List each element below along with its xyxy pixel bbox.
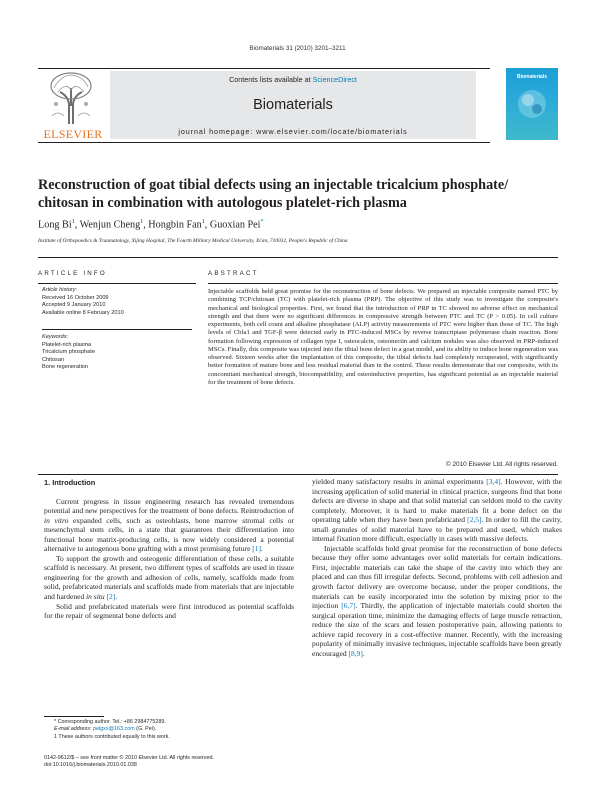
author-name: Hongbin Fan	[148, 219, 202, 231]
author-separator: ,	[74, 219, 80, 231]
body-paragraph	[44, 554, 294, 602]
cover-title: Biomaterials	[516, 74, 547, 80]
homepage-prefix: journal homepage:	[178, 127, 257, 136]
body-paragraph	[44, 497, 294, 554]
section-divider	[38, 257, 558, 258]
paragraph-text: Solid and prefabricated materials were first introduced as potential scaffolds for the repair of segmental bone defects and	[44, 601, 294, 621]
author-mark: 1	[201, 219, 205, 225]
body-column-left	[44, 478, 294, 621]
footnotes	[44, 719, 294, 741]
journal-masthead	[38, 68, 558, 144]
abstract-bottom-rule	[38, 474, 558, 475]
paragraph-text: .	[261, 544, 263, 554]
body-paragraphs-left	[44, 497, 294, 621]
journal-reference: Biomaterials 31 (2010) 3201–3211	[249, 45, 346, 52]
author-list	[38, 219, 558, 230]
article-identifiers	[44, 755, 344, 769]
contents-prefix: Contents lists available at	[229, 75, 313, 84]
footnote-rule	[44, 716, 104, 717]
corresponding-author-link[interactable]: *	[260, 219, 264, 225]
email-note	[44, 726, 294, 733]
corresponding-author-note: * Corresponding author. Tel.: +86 2984775289.	[54, 719, 166, 725]
body-paragraph	[44, 602, 294, 621]
publisher-name: ELSEVIER	[43, 127, 103, 141]
doi-line[interactable]: doi:10.1016/j.biomaterials.2010.01.038	[44, 762, 137, 769]
section-heading-introduction: 1. Introduction	[44, 478, 96, 487]
paragraph-text: Current progress in tissue engineering research has revealed tremendous potential and new perspectives for the treatment of bone defects. Reintroduction of	[44, 496, 294, 516]
citation-link[interactable]: [6,7]	[341, 601, 356, 611]
paragraph-text: . Thirdly, the application of injectable materials could shorten the surgical operation time, minimize the damaging effects of large muscle retraction, reduce the size of the scars and lessen postoperative pain, allowing patients to achieve rapid recovery in a cost-effective manner. Recently, with the increasing popularity of minimally invasive techniques, injectable scaffolds have been greatly encouraged	[312, 601, 562, 658]
paragraph-text: To support the growth and osteogenic differentiation of these cells, a suitable scaffold is necessary. At present, two different types of scaffolds are used in tissue engineering for the growth and adhesion of cells, namely, scaffolds made from solid, prefabricated materials and scaffolds made from materials that are injectable and hardened	[44, 553, 294, 602]
author-affiliation: Institute of Orthopaedics & Traumatology, Xijing Hospital, The Fourth Military Medical University, Xi'an, 710032, People's Republic of China	[38, 238, 348, 244]
equal-contribution-note: 1 These authors contributed equally to this work.	[54, 733, 170, 740]
citation-link[interactable]: [1]	[252, 544, 262, 554]
history-accepted: Accepted 9 January 2010	[42, 302, 106, 309]
author-name: Wenjun Cheng	[79, 219, 141, 231]
paragraph-text: .	[115, 592, 118, 602]
article-info-rule	[38, 283, 196, 284]
sciencedirect-link[interactable]: ScienceDirect	[312, 75, 357, 84]
journal-title: Biomaterials	[253, 97, 333, 113]
history-received: Received 16 October 2009	[42, 294, 109, 301]
keyword-item: Platelet-rich plasma	[42, 341, 92, 348]
author-name: Guoxian Pei	[209, 219, 261, 231]
author-separator: ,	[204, 219, 210, 231]
contents-availability	[110, 75, 476, 84]
keywords-list	[42, 334, 192, 372]
body-paragraphs-right	[312, 477, 562, 658]
article-title: Reconstruction of goat tibial defects using an injectable tricalcium phosphate/ chitosan in combination with autologous platelet-rich plasma	[38, 177, 509, 211]
author-separator: ,	[143, 219, 149, 231]
article-info-heading: ARTICLE INFO	[38, 270, 107, 277]
body-column-right	[312, 477, 562, 658]
paragraph-text: yielded many satisfactory results in animal experiments	[312, 477, 487, 486]
article-info-divider	[42, 329, 192, 330]
citation-link[interactable]: [2]	[106, 592, 116, 602]
elsevier-tree-icon	[46, 70, 96, 124]
citation-link[interactable]: [8,9]	[348, 648, 363, 658]
paragraph-text: . However, with the increasing application of solid material in clinical practice, surgeons find that bone defects are diverse in shape and that solid material can seldom mold to the cavity completely. Moreover, it is hard to make materials fit a bone defect on the operating table when they have been prefabricated	[312, 477, 562, 525]
history-online: Available online 8 February 2010	[42, 309, 124, 316]
issn-line: 0142-9612/$ – see front matter © 2010 Elsevier Ltd. All rights reserved.	[44, 755, 214, 761]
abstract-rule	[208, 283, 558, 284]
publisher-logo	[40, 70, 102, 140]
citation-link[interactable]: [2,5]	[467, 515, 482, 525]
author-mark: 1	[140, 219, 144, 225]
history-label: Article history:	[42, 287, 78, 293]
email-link[interactable]: pelgxx@163.com	[92, 726, 135, 733]
paragraph-text: expanded cells, such as osteoblasts, bone marrow stromal cells or mesenchymal stem cells, in a state that guarantees their differentiation into functional bone matrix-producing cells, is now widely considered a potential alternative to autogenous bone grafting with a most promising future	[44, 515, 294, 554]
email-label: E-mail address:	[54, 726, 93, 733]
italic-text: in situ	[86, 592, 105, 602]
keyword-item: Bone regeneration	[42, 364, 89, 371]
journal-homepage	[110, 127, 476, 136]
citation-link[interactable]: [3,4]	[486, 477, 501, 486]
body-paragraph	[312, 477, 562, 544]
abstract-body: Injectable scaffolds held great promise for the reconstruction of bone defects. We prepared an injectable composite named PTC by combining TCP/chitosan (TC) with platelet-rich plasma (PRP). The objective of this study was to investigate the composite's mechanical and biological properties. First, we found that the introduction of PRP in TC showed no adverse effect on mechanical strength and that there were no significant differences in compressive strength between PTC and TC (P > 0.05). In cell culture experiments, both cell count and alkaline phosphatase (ALP) activity measurements of PTC were higher than those of TC. The high levels of Cbfa1 and TGF-β were detected early in PTC-induced MSCs by reverse transcriptase polymerase chain reaction. Bone formation following expression of collagen type I, osteocalcin, osteonectin and calcium nodules was also observed in PRP-induced MSCs. Finally, this composite was injected into the tibial bone defect in a goat model, and its ability to induce bone regeneration was observed. Sixteen weeks after the implantation of this composite, the tibial defects had completely recuperated, with significantly better formation of mature bone and less residual material than in the control. These results demonstrate that our composite, with its concomitant mechanical strength, biocompatibility, and osteoinductive properties, has significant potential as an injectable material for the treatment of bone defects.	[208, 288, 558, 386]
body-paragraph	[312, 544, 562, 659]
keyword-item: Tricalcium phosphate	[42, 349, 95, 356]
homepage-url-link[interactable]: www.elsevier.com/locate/biomaterials	[256, 127, 408, 136]
paragraph-text: .	[362, 648, 365, 658]
abstract-heading: ABSTRACT	[208, 270, 259, 277]
masthead-bottom-rule	[38, 142, 490, 143]
masthead-center-panel	[110, 71, 476, 139]
paragraph-text: . In order to fill the cavity, small granules of solid material have to be prepared and used, which makes internal fixation more difficult, especially in cases with massive defects.	[312, 515, 562, 544]
copyright-notice: © 2010 Elsevier Ltd. All rights reserved.	[446, 461, 558, 468]
author-mark: 1	[71, 219, 75, 225]
author-name: Long Bi	[38, 219, 72, 231]
masthead-top-rule	[38, 68, 490, 69]
italic-text: in vitro	[44, 515, 69, 525]
email-suffix: (G. Pei).	[134, 726, 157, 733]
keyword-item: Chitosan	[42, 356, 65, 363]
paragraph-text: Injectable scaffolds hold great promise for the reconstruction of bone defects because they offer some advantages over solid materials for certain indications. First, injectable materials can take the shape of the cavity into which they are placed and can thus fill irregular defects. Second, problems with cell adhesion and growth factor delivery are overcome because, under the proper conditions, the materials can be easily incorporated into the solution by mixing prior to the injection	[312, 543, 562, 611]
cover-artwork-icon	[514, 84, 550, 124]
journal-cover-image	[506, 68, 558, 140]
article-history	[42, 287, 192, 317]
keywords-label: Keywords:	[42, 334, 69, 340]
